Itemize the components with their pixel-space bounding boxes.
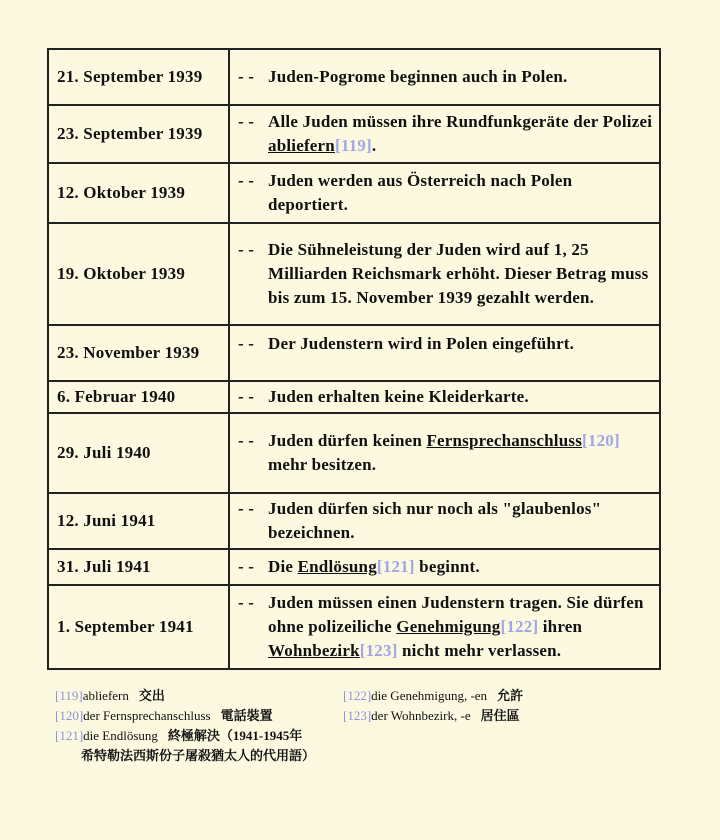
footnote-link-123[interactable]: [123] [359,641,398,660]
date-cell: 12. Juni 1941 [48,493,229,549]
footnote-ref[interactable]: [122] [343,688,372,703]
event-text: Alle Juden müssen ihre Rundfunkgeräte der Polizei [268,112,653,131]
event-text-end: beginnt. [414,557,480,576]
event-text: Die [268,557,298,576]
footnote-link-122[interactable]: [122] [500,617,539,636]
event-cell [229,223,660,325]
date-cell: 23. September 1939 [48,105,229,163]
table-row [48,493,660,549]
footnote-term: die Genehmigung, -en [371,688,488,703]
footnote-translation: 電話裝置 [220,708,273,723]
footnote-translation: 居住區 [480,708,520,723]
dash-marker: - - [238,171,255,190]
vocab-term: abliefern [268,136,335,155]
event-text-end: nicht mehr verlassen. [397,641,562,660]
date-cell: 23. November 1939 [48,325,229,381]
event-cell [229,49,660,105]
event-text: Der Judenstern wird in Polen eingeführt. [268,334,575,353]
vocab-term: Wohnbezirk [268,641,360,660]
table-row [48,585,660,669]
event-text: Juden erhalten keine Kleiderkarte. [268,387,529,406]
dash-marker: - - [238,557,255,576]
table-row [48,49,660,105]
event-text-end: mehr besitzen. [268,455,377,474]
event-cell [229,163,660,223]
event-cell [229,493,660,549]
dash-marker: - - [238,387,255,406]
date-cell: 19. Oktober 1939 [48,223,229,325]
footnote-121-continuation: 希特勒法西斯份子屠殺猶太人的代用語） [81,748,316,763]
footnotes-right [343,686,663,726]
footnote-link-119[interactable]: [119] [334,136,372,155]
date-cell: 21. September 1939 [48,49,229,105]
footnote-122 [343,686,663,706]
event-cell [229,585,660,669]
dash-marker: - - [238,67,255,86]
event-text: Juden-Pogrome beginnen auch in Polen. [268,67,568,86]
footnote-link-120[interactable]: [120] [582,431,620,450]
footnote-link-121[interactable]: [121] [376,557,415,576]
table-row [48,413,660,493]
date-cell: 29. Juli 1940 [48,413,229,493]
date-cell: 6. Februar 1940 [48,381,229,413]
dash-marker: - - [238,431,255,450]
dash-marker: - - [238,112,255,131]
event-text: Juden dürfen keinen [268,431,427,450]
event-text: Juden müssen einen Judenstern tragen. Sie dürfen ohne polizeiliche [268,593,644,636]
event-cell [229,105,660,163]
event-text: Juden werden aus Österreich nach Polen deportiert. [268,171,573,214]
event-text: Juden dürfen sich nur noch als "glaubenlos" bezeichnen. [268,499,602,542]
event-cell [229,325,660,381]
event-text-end: . [371,136,377,155]
date-cell: 31. Juli 1941 [48,549,229,585]
table-row [48,381,660,413]
vocab-term: Endlösung [297,557,377,576]
footnote-translation: 允許 [497,688,524,703]
footnote-ref[interactable]: [121] [55,728,84,743]
footnote-term: abliefern [82,688,129,703]
vocab-term: Fernsprechanschluss [426,431,583,450]
dash-marker: - - [238,593,255,612]
table-row [48,105,660,163]
footnote-120 [55,706,345,726]
footnote-translation: 交出 [138,688,165,703]
event-text: Die Sühneleistung der Juden wird auf 1, 25 Milliarden Reichsmark erhöht. Dieser Betrag muss bis zum 15. November 1939 gezahlt werden. [268,240,649,307]
dash-marker: - - [238,499,255,518]
table-row [48,223,660,325]
footnote-ref[interactable]: [123] [343,708,372,723]
footnote-119 [55,686,345,706]
footnote-translation: 終極解決（1941-1945年 [167,728,303,743]
table-row [48,549,660,585]
date-cell: 1. September 1941 [48,585,229,669]
footnote-term: die Endlösung [83,728,158,743]
footnote-123 [343,706,663,726]
event-cell [229,549,660,585]
footnotes-left [55,686,345,766]
event-cell [229,413,660,493]
event-text-mid: ihren [538,617,583,636]
dash-marker: - - [238,334,255,353]
footnote-ref[interactable]: [120] [55,708,84,723]
event-cell [229,381,660,413]
footnote-121 [55,726,345,746]
date-cell: 12. Oktober 1939 [48,163,229,223]
footnote-term: der Wohnbezirk, -e [371,708,471,723]
dash-marker: - - [238,240,255,259]
table-row [48,163,660,223]
footnote-ref[interactable]: [119] [55,688,83,703]
table-row [48,325,660,381]
footnote-term: der Fernsprechanschluss [83,708,211,723]
vocab-term: Genehmigung [396,617,501,636]
chronology-table [47,48,661,670]
